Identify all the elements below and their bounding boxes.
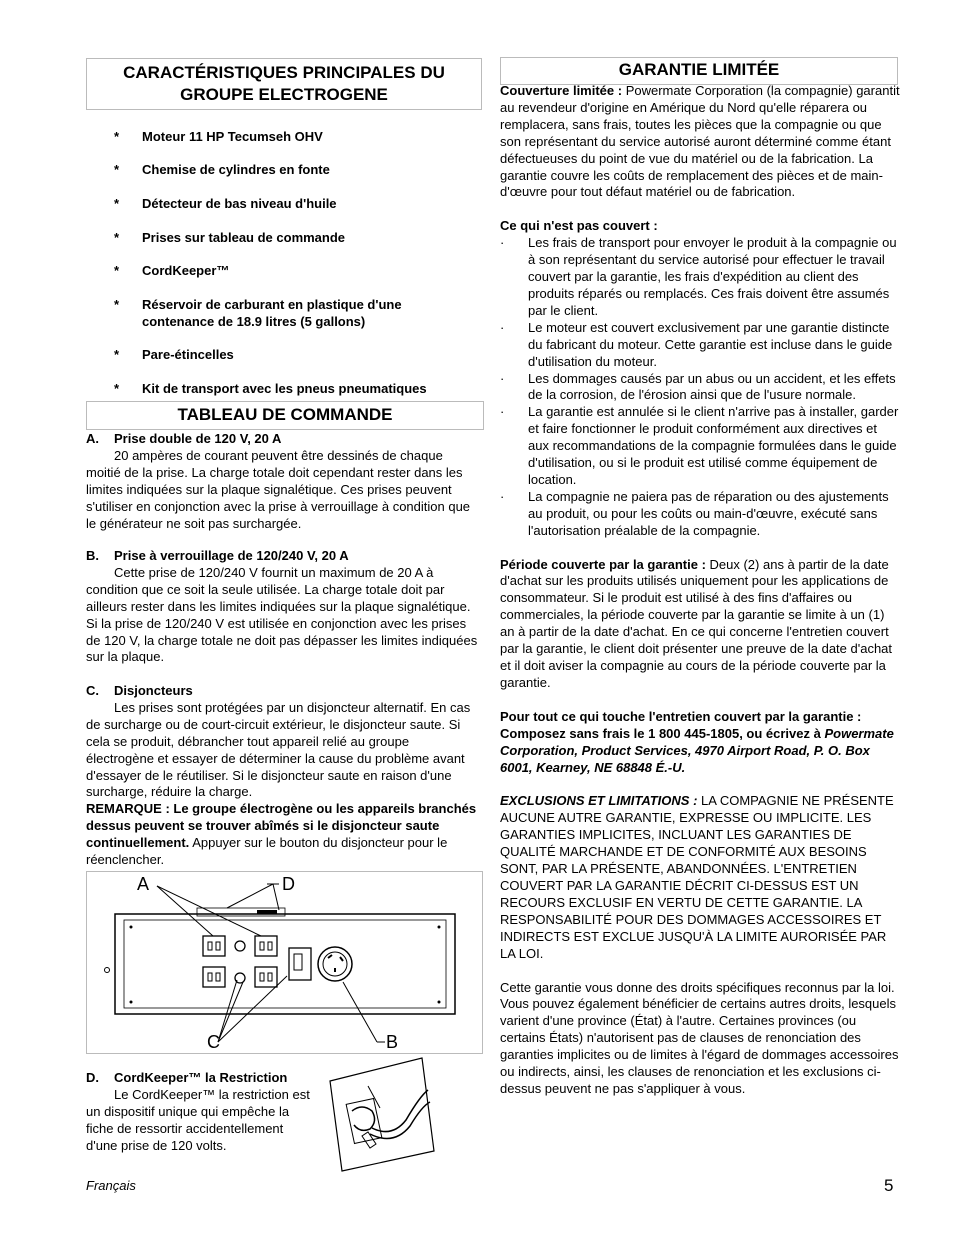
list-item: · Les frais de transport pour envoyer le produit à la compagnie ou à son représentant du service autorisé pour effectuer le travail couvert par la garantie, les frais d'expédition au client des produits réparés ou remplacés. Ces frais doivent être assumés par le client.	[500, 235, 897, 318]
section-heading: Prise double de 120 V, 20 A	[114, 431, 282, 446]
section-d: D. CordKeeper™ la Restriction Le CordKeeper™ la restriction est un dispositif unique qui empêche la fiche de ressortir accidentellement d'une prise de 120 volts.	[86, 1070, 318, 1155]
features-title: CARACTÉRISTIQUES PRINCIPALES DU GROUPE ELECTROGENE	[123, 63, 445, 104]
list-item: · La garantie est annulée si le client n'arrive pas à installer, garder et faire fonctionner le produit conformément aux directives et aux recommandations de la compagnie formulées dans le guide d'utilisation, ou si le produit est utilisé comme équipement de location.	[500, 404, 899, 487]
diagram-label-c: C	[207, 1032, 220, 1052]
footer-language: Français	[86, 1178, 136, 1193]
remark: REMARQUE : Le groupe électrogène ou les appareils branchés dessus peuvent se trouver abîmés si le disjoncteur saute continuellement. Appuyer sur le bouton du disjoncteur pour le réenclencher.	[86, 801, 477, 868]
section-a: A. Prise double de 120 V, 20 A 20 ampères de courant peuvent être dessinés de chaque moitié de la prise. La charge totale doit cependant rester dans les limites indiquées sur la plaque signalétique. Ces prises peuvent s'utiliser en conjonction avec la prise à verrouillage à condition que le générateur ne soit pas surchargée.	[86, 431, 478, 532]
exclusions-paragraph: EXCLUSIONS ET LIMITATIONS : LA COMPAGNIE NE PRÉSENTE AUCUNE AUTRE GARANTIE, EXPRESSE OU IMPLICITE. LES GARANTIES IMPLICITES, INCLUANT LES GARANTIES DE QUALITÉ MARCHANDE ET DE CONFORMITÉ AUX BESOINS SONT, PAR LA PRÉSENTE, ABANDONNÉES. L'ENTRETIEN COUVERT PAR LA GARANTIE DÉCRIT CI-DESSUS EST UN RECOURS EXCLUSIF EN VERTU DE CETTE GARANTIE. LA RESPONSABILITÉ POUR DES DOMMAGES ACCESSOIRES ET INDIRECTS EST EXCLUE JUSQU'À LA LIMITE AURORISÉE PAR LA LOI.	[500, 793, 894, 961]
panel-title: TABLEAU DE COMMANDE	[177, 405, 393, 424]
section-body: Cette prise de 120/240 V fournit un maximum de 20 A à condition que ce soit la seule utilisée. La charge totale doit par ailleurs rester dans les limites indiquées sur la plaque signalétique. Si la prise de 120/240 V est utilisée en conjonction avec les prises de 120 V, la charge totale ne doit pas dépasser les limites indiquées sur la plaque.	[86, 564, 478, 665]
period-paragraph: Période couverte par la garantie : Deux (2) ans à partir de la date d'achat sur les produits utilisés uniquement pour les applications de consommateur. Si le produit est utilisé à des fins d'affaires ou commerciales, la période couverte par la garantie se limite à un (1) an à partir de la date d'achat. En ce qui concerne l'entretien couvert par la garantie, le client doit présenter une preuve de la date d'achat et il doit aviser la compagnie au cours de la période couverte par la garantie.	[500, 556, 893, 690]
list-item: · Les dommages causés par un abus ou un accident, et les effets de la corrosion, de l'érosion ainsi que de l'usure normale.	[500, 370, 896, 403]
service-paragraph: Pour tout ce qui touche l'entretien couvert par la garantie : Composez sans frais le 1 800 445-1805, ou écrivez à Powermate Corporation, Product Services, 4970 Airport Road, P. O. Box 6001, Kearney, NE 68848 É.-U.	[500, 708, 894, 775]
warranty-title-box	[500, 57, 898, 85]
section-heading: Prise à verrouillage de 120/240 V, 20 A	[114, 548, 349, 563]
rights-paragraph: Cette garantie vous donne des droits spécifiques reconnus par la loi. Vous pouvez également bénéficier de certains autres droits, lesquels varient d'une province (État) à l'autre. Certaines provinces (ou certains États) n'autorisent pas de clauses de renonciation des garanties implicites ou de limites à l'égard de dommages accessoires ou indirects, ainsi, les clauses de renonciation et les exclusions ci-dessus peuvent ne pas s'appliquer à vous.	[500, 979, 899, 1096]
warranty-title: GARANTIE LIMITÉE	[618, 60, 780, 79]
page-number: 5	[884, 1176, 894, 1195]
features-title-box	[86, 58, 482, 110]
panel-title-box	[86, 401, 484, 430]
diagram-label-a: A	[137, 874, 150, 894]
section-body: Les prises sont protégées par un disjoncteur alternatif. En cas de surcharge ou de court-circuit extérieur, le disjoncteur saute. Si cela se produit, débrancher tout appareil relié au groupe électrogène et essayer de déterminer la cause du problème avant d'essayer de le réutiliser. Si le disjoncteur saute en raison d'une surcharge, réduire la charge.	[86, 699, 471, 800]
section-c: C. Disjoncteurs Les prises sont protégées par un disjoncteur alternatif. En cas de surcharge ou de court-circuit extérieur, le disjoncteur saute. Si cela se produit, débrancher tout appareil relié au groupe électrogène et essayer de déterminer la cause du problème avant d'essayer de le réutiliser. Si le disjoncteur saute en raison d'une surcharge, réduire la charge. REMARQUE : Le groupe électrogène ou les appareils branchés dessus peuvent se trouver abîmés si le disjoncteur saute continuellement. Appuyer sur le bouton du disjoncteur pour le réenclencher.	[86, 683, 477, 868]
cordkeeper-illustration	[322, 1056, 442, 1176]
section-b: B. Prise à verrouillage de 120/240 V, 20 A Cette prise de 120/240 V fournit un maximum de 20 A à condition que ce soit la seule utilisée. La charge totale doit par ailleurs rester dans les limites indiquées sur la plaque signalétique. Si la prise de 120/240 V est utilisée en conjonction avec les prises de 120 V, la charge totale ne doit pas dépasser les limites indiquées sur la plaque.	[86, 548, 478, 665]
section-body: Le CordKeeper™ la restriction est un dispositif unique qui empêche la fiche de ressortir accidentellement d'une prise de 120 volts.	[86, 1086, 310, 1153]
diagram-label-d: D	[282, 874, 295, 894]
not-covered-heading: Ce qui n'est pas couvert :	[500, 218, 658, 234]
section-heading: Disjoncteurs	[114, 683, 193, 698]
list-item: · Le moteur est couvert exclusivement par une garantie distincte du fabricant du moteur. Cette garantie est incluse dans le guide d'utilisation du moteur.	[500, 319, 893, 369]
section-heading: CordKeeper™ la Restriction	[114, 1070, 288, 1085]
diagram-label-b: B	[386, 1032, 399, 1052]
coverage-paragraph: Couverture limitée : Powermate Corporation (la compagnie) garantit au revendeur d'origine en Amérique du Nord qu'elle réparera ou remplacera, sans frais, toutes les pièces que la compagnie ou que son représentant du service autorisé auront déterminé comme étant défectueuses du point de vue du matériel ou de la fabrication. La garantie couvre les coûts de remplacement des pièces et de main-d'œuvre pour tout défaut matériel ou de fabrication.	[500, 83, 900, 200]
control-panel-diagram	[86, 871, 483, 1054]
warranty-body	[500, 83, 900, 1098]
section-body: 20 ampères de courant peuvent être dessinés de chaque moitié de la prise. La charge totale doit cependant rester dans les limites indiquées sur la plaque signalétique. Ces prises peuvent s'utiliser en conjonction avec la prise à verrouillage à condition que le générateur ne soit pas surchargée.	[86, 447, 471, 531]
list-item: · La compagnie ne paiera pas de réparation ou des ajustements au produit, ou pour les coûts ou main-d'œuvre, exécuté sans l'autorisation préalable de la compagnie.	[500, 488, 889, 538]
